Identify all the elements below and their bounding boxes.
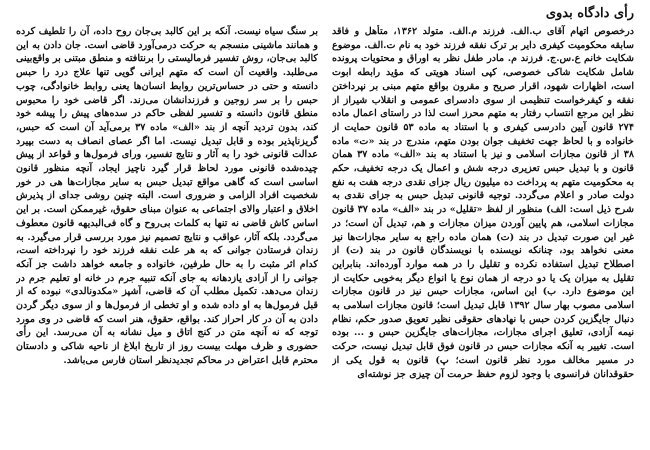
column-left [16, 25, 318, 445]
column-right [332, 25, 634, 445]
text-columns [16, 25, 634, 445]
column-left-text: بر سنگ سیاه نیست. آنکه بر این کالبد بی‌جان روح داده، آن را تلطیف کرده و همانند ماشینی منسجم به حرکت درمی‌آورد قاضی است. جان دادن به این کالبد بی‌جان، روش تفسیر فرمالیستی را برنتافته و منطق مبتنی بر واقع‌بینی می‌طلبد. واقعیت آن است که متهم ایرانی گویی تنها علاج درد را حبس دانسته و حتی در حساس‌ترین روابط انسان‌ها یعنی روابط خانوادگی، چوب حبس را بر سر زوجین و فرزندانشان می‌زند. اگر قاضی خود را محبوس منطق قانون دانسته و تفسیر لفظی حاکم در سده‌های پیش را پیشه خود کند، بدون تردید آنچه از بند «الف» ماده ۳۷ برمی‌آید آن است که حبس، گریزناپذیر بوده و قابل تبدیل نیست. اما اگر عصای انصاف به دست بپیرد عدالت قانونی خود را به آثار و نتایج تفسیر، ورای فرمول‌ها و قواعد از پیش چیده‌شده قانونی مورد لحاظ قرار گیرد ناچیز ایجاد، آنچه منظور قانون اساسی است که گاهی مواقع تبدیل حبس به سایر مجازات‌ها هی در خور شخصیت افراد الزامی و ضروری است. البته چنین روشی جدای از پذیرش اخلاق و اعتبار والای اجتماعی به عنوان مبنای حقوق، غیرممکن است. بر این اساس کاش قاضی نه تنها به کلمات بی‌روح و گاه فی‌البدیهه قانون معطوف می‌گردد. بلکه آثار، عواقب و نتایج تصمیم نیز مورد بررسی قرار می‌گیرد. به زندان فرستادن جوانی که به هر علت نفقه فرزند خود را نپرداخته است، کدام اثر مثبت را به حال طرفین، خانواده و جامعه خواهد داشت جز آنکه جوانی را از آزادی یازدهانه به جای آنکه تنبیه جرم در خانه او تعلیم جرم در زندان می‌دهد. تکمیل مطلب آن که قاضی، آشپز «مکدونالدی» نبوده که از قبل فرمول‌ها به او داده شده و او تخطی از فرمول‌ها و از سوی دیگر گردن دادن به آن در کار احراز کند. بواقع، حقوق، هنر است که قاضی در وی مورد توجه که نه آنچه متن در کنج اتاق و میل نشانه به آن می‌رسد. این رأی حضوری و ظرف مهلت بیست روز از تاریخ ابلاغ از ناحیه شاکی و دادستان محترم قابل اعتراض در محاکم تجدیدنظر استان فارس می‌باشد. [16, 26, 318, 366]
column-right-text: درخصوص اتهام آقای ب.الف. فرزند م.الف. متولد ۱۳۶۲، متأهل و فاقد سابقه محکومیت کیفری دایر بر ترک نفقه فرزند خود به نام ت.الف. موضوع شکایت خانم ع.س.ج. فرزند م. مادر طفل نظر به اوراق و محتویات پرونده شامل شکایت شاکی خصوصی، کپی اسناد هویتی که مؤید رابطه ابوت است، اظهارات شهود، اقرار صریح و مقرون بواقع متهم مبنی بر نپرداختن نفقه و کیفرخواست تنظیمی از سوی دادسرای عمومی و انقلاب شیراز از نظر این مرجع انتساب رفتار به متهم محرز است لذا در راستای اعمال ماده ۲۷۴ قانون آیین دادرسی کیفری و با استناد به ماده ۵۳ قانون حمایت از خانواده و با لحاظ جهت تخفیف جوان بودن متهم، مندرج در بند «ت» ماده ۳۸ از قانون مجازات اسلامی و نیز با استناد به بند «الف» ماده ۳۷ همان قانون و با تبدیل حبس تعزیری درجه شش و اعمال یک درجه تخفیف، حکم به محکومیت متهم به پرداخت ده میلیون ریال جزای نقدی درجه هفت به نفع دولت صادر و اعلام می‌گردد. توجیه قانونی تبدیل حبس به جزای نقدی به شرح ذیل است: الف) منظور از لفظ «تقلیل» در بند «الف» ماده ۳۷ قانون مجازات اسلامی، هم پایین آوردن میزان مجازات و هم، تبدیل آن است؛ در غیر این صورت تبدیل در بند (ت) همان ماده راجع به سایر مجازات‌ها نیز معنی نخواهد بود، چنانکه نویسنده با نویسندگان قانون در بند (ت) از اصطلاح تبدیل استفاده نکرده و تقلیل را در همه موارد آورده‌اند. بنابراین تقلیل به میزان یک یا دو درجه از همان نوع یا انواع دیگر به‌خوبی حکایت از این موضوع دارد. ب) این اساس، مجازات حبس نیز در قانون مجازات اسلامی مصوب بهار سال ۱۳۹۲ قابل تبدیل است؛ قانون مجازات اسلامی به دنبال جایگزین کردن حبس با نهادهای حقوقی نظیر تعویق صدور حکم، نظام نیمه آزادی، تعلیق اجرای مجازات، مجازات‌های جایگزین حبس و ... بوده است. تغییر به آنکه مجازات حبس در قانون فوق قابل تبدیل نیست، حرکت در مسیر مخالف مورد نظر قانون است؛ پ) قانون به قول یکی از حقوقدانان فرانسوی با وجود لزوم حفظ حرمت آن چیزی جز نوشته‌ای [332, 26, 634, 380]
page-title: رأی دادگاه بدوی [545, 6, 634, 21]
